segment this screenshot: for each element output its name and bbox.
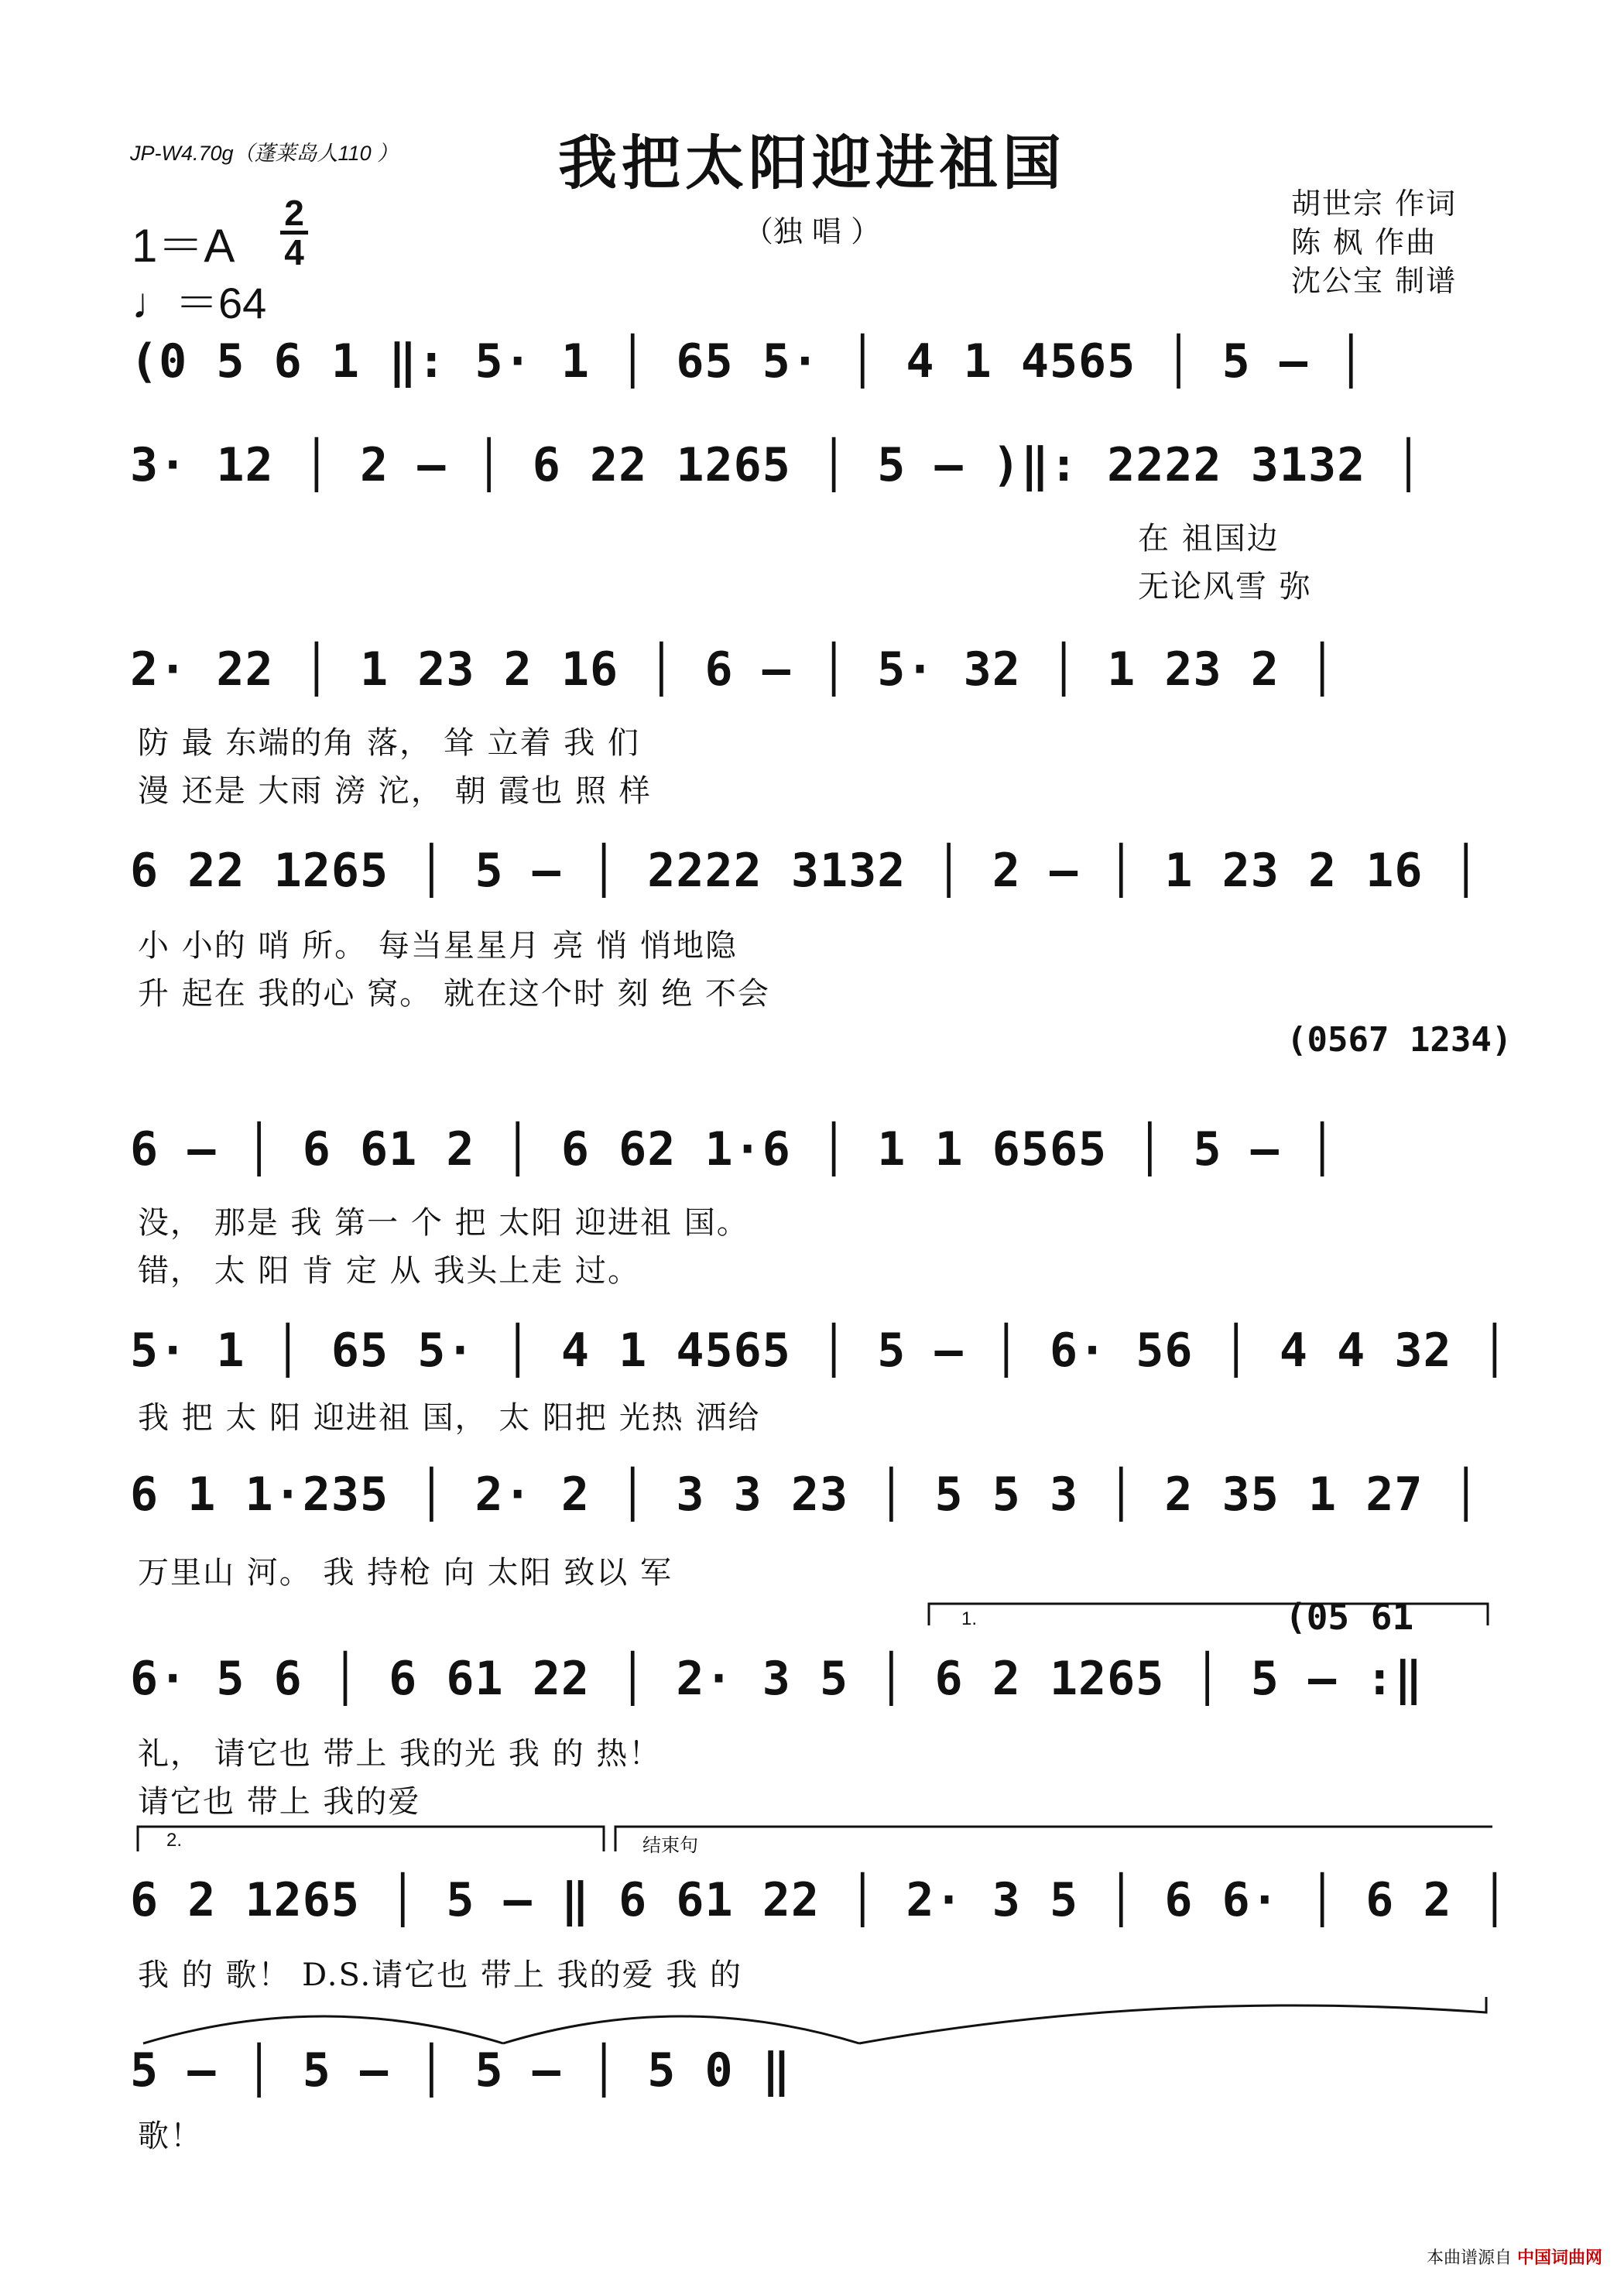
score-row-4: 6 22 1265 │ 5 – │ 2222 3132 │ 2 – │ 1 23 2 16 │ bbox=[130, 844, 1481, 898]
score-row-5: 6 – │ 6 61 2 │ 6 62 1·6 │ 1 1 6565 │ 5 – │ bbox=[130, 1122, 1338, 1176]
credit-composer: 陈 枫 作曲 bbox=[1291, 225, 1437, 259]
lyric-row-3-verse-2: 漫 还是 大雨 滂 沱， 朝 霞也 照 样 bbox=[138, 773, 652, 809]
lyric-row-5-verse-1: 没， 那是 我 第一 个 把 太阳 迎进祖 国。 bbox=[138, 1205, 749, 1241]
lyric-row-2-verse-1: 在 祖国边 bbox=[1138, 521, 1280, 557]
score-row-7: 6 1 1·235 │ 2· 2 │ 3 3 23 │ 5 5 3 │ 2 35 1 27 │ bbox=[130, 1468, 1481, 1522]
lyric-row-8-verse-2: 请它也 带上 我的爱 bbox=[138, 1784, 421, 1820]
lyric-row-7: 万里山 河。 我 持枪 向 太阳 致以 军 bbox=[138, 1555, 673, 1591]
score-row-9: 6 2 1265 │ 5 – ‖ 6 61 22 │ 2· 3 5 │ 6 6· │ 6 2 │ bbox=[130, 1873, 1509, 1927]
score-row-3: 2· 22 │ 1 23 2 16 │ 6 – │ 5· 32 │ 1 23 2 │ bbox=[130, 642, 1338, 697]
score-row-10: 5 – │ 5 – │ 5 – │ 5 0 ‖ bbox=[130, 2043, 791, 2098]
ending-1-label: 1. bbox=[961, 1608, 978, 1629]
lyric-row-4-verse-2: 升 起在 我的心 窝。 就在这个时 刻 绝 不会 bbox=[138, 976, 771, 1012]
time-bottom: 4 bbox=[284, 232, 304, 272]
credit-arranger: 沈公宝 制谱 bbox=[1291, 264, 1458, 298]
lyric-row-3-verse-1: 防 最 东端的角 落， 耸 立着 我 们 bbox=[138, 725, 641, 761]
credit-lyricist: 胡世宗 作词 bbox=[1291, 187, 1458, 221]
lyric-row-6: 我 把 太 阳 迎进祖 国， 太 阳把 光热 洒给 bbox=[138, 1400, 761, 1436]
score-row-1: (0 5 6 1 ‖: 5· 1 │ 65 5· │ 4 1 4565 │ 5 – │ bbox=[130, 334, 1366, 389]
lyric-row-5-verse-2: 错， 太 阳 肯 定 从 我头上走 过。 bbox=[138, 1253, 641, 1289]
footer-credit bbox=[1427, 2245, 1602, 2269]
time-top: 2 bbox=[284, 193, 304, 233]
coda-label: 结束句 bbox=[642, 1835, 698, 1856]
lyric-row-10: 歌！ bbox=[138, 2118, 203, 2154]
lyric-row-8-verse-1: 礼， 请它也 带上 我的光 我 的 热！ bbox=[138, 1736, 662, 1772]
ending-2-label: 2. bbox=[166, 1830, 183, 1851]
score-row-8: 6· 5 6 │ 6 61 22 │ 2· 3 5 │ 6 2 1265 │ 5 – :‖ bbox=[130, 1652, 1424, 1706]
score-row-6: 5· 1 │ 65 5· │ 4 1 4565 │ 5 – │ 6· 56 │ 4 4 32 │ bbox=[130, 1324, 1509, 1378]
subtitle: （独 唱 ） bbox=[743, 214, 881, 248]
page-title: 我把太阳迎进祖国 bbox=[558, 128, 1066, 197]
footer-source-text: 本曲谱源自 bbox=[1426, 2248, 1512, 2268]
pickup-bracket-1: (0567 1234) bbox=[1287, 1020, 1513, 1060]
footer-site-link[interactable]: 中国词曲网 bbox=[1516, 2248, 1602, 2268]
score-code: JP-W4.70g（蓬莱岛人110 ） bbox=[130, 142, 399, 165]
tempo-marking: ♩＝64 bbox=[132, 279, 267, 327]
score-row-2: 3· 12 │ 2 – │ 6 22 1265 │ 5 – )‖: 2222 3132 │ bbox=[130, 438, 1424, 492]
lyric-row-2-verse-2: 无论风雪 弥 bbox=[1138, 569, 1312, 604]
lyric-row-4-verse-1: 小 小的 哨 所。 每当星星月 亮 悄 悄地隐 bbox=[138, 928, 738, 964]
lyric-row-9: 我 的 歌！ D.S.请它也 带上 我的爱 我 的 bbox=[138, 1957, 743, 1993]
pickup-bracket-2: (05 61 bbox=[1285, 1596, 1414, 1638]
key-signature: 1＝A bbox=[132, 220, 235, 272]
